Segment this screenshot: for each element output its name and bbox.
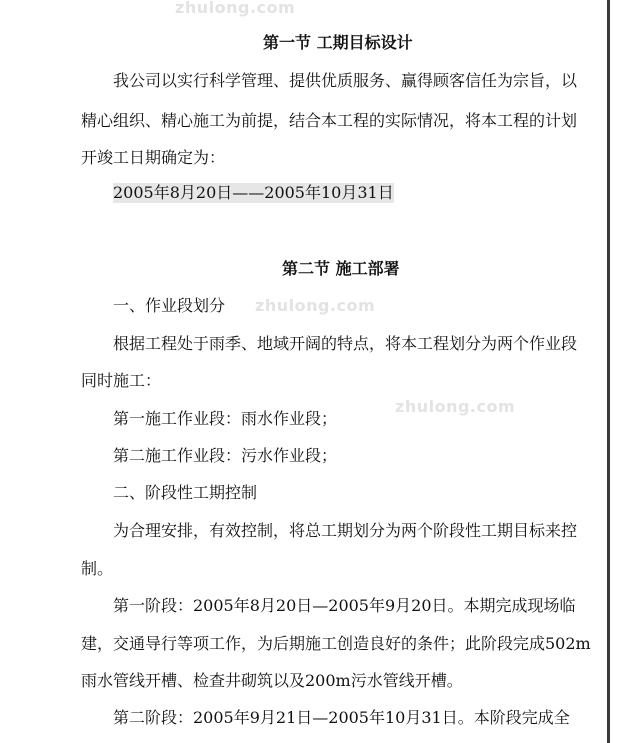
date-range-line: 2005年8月20日——2005年10月31日	[113, 183, 394, 202]
paragraph-line: 建，交通导行等项工作，为后期施工创造良好的条件；此阶段完成502m	[81, 634, 591, 653]
paragraph-line: 第一阶段：2005年8月20日—2005年9月20日。本期完成现场临	[113, 596, 576, 615]
paragraph-line: 我公司以实行科学管理、提供优质服务、赢得顾客信任为宗旨，以	[113, 71, 578, 90]
section-heading-1: 第一节 工期目标设计	[263, 33, 413, 52]
subheading-line: 二、阶段性工期控制	[113, 483, 258, 502]
paragraph-line: 第二施工作业段：污水作业段；	[113, 446, 338, 465]
paragraph-line: 雨水管线开槽、检查井砌筑以及200m污水管线开槽。	[81, 671, 463, 690]
paragraph-line: 第二阶段：2005年9月21日—2005年10月31日。本阶段完成全	[113, 708, 570, 727]
watermark-top: zhulong.com	[175, 0, 296, 17]
watermark-middle: zhulong.com	[255, 296, 376, 315]
subheading-line: 一、作业段划分	[113, 296, 226, 315]
paragraph-line: 第一施工作业段：雨水作业段；	[113, 409, 338, 428]
paragraph-line: 根据工程处于雨季、地域开阔的特点，将本工程划分为两个作业段	[113, 334, 578, 353]
paragraph-line: 制。	[81, 559, 114, 578]
watermark-lower: zhulong.com	[395, 397, 516, 416]
paragraph-line: 同时施工：	[81, 371, 162, 390]
paragraph-line: 开竣工日期确定为：	[81, 148, 226, 167]
paragraph-line: 精心组织、精心施工为前提，结合本工程的实际情况，将本工程的计划	[81, 111, 578, 130]
adjacent-page-margin	[610, 0, 633, 743]
section-heading-2: 第二节 施工部署	[282, 259, 400, 278]
paragraph-line: 为合理安排，有效控制，将总工期划分为两个阶段性工期目标来控	[113, 521, 578, 540]
